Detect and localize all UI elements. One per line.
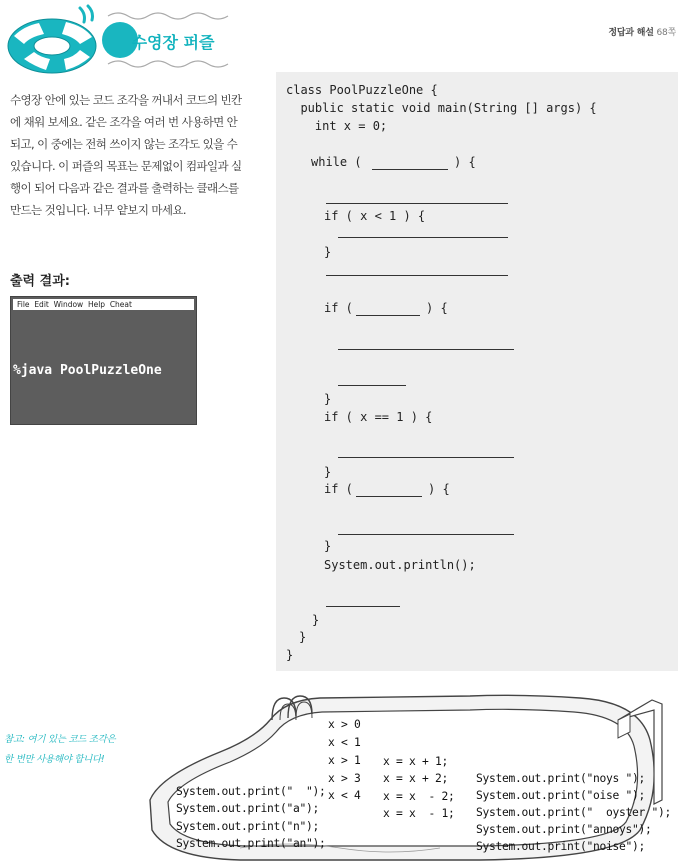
code-close-brace: } xyxy=(286,648,294,662)
blank-statement-6[interactable] xyxy=(338,457,514,458)
code-if-open: if ( xyxy=(324,482,353,496)
fragment-print[interactable]: System.out.print("a"); xyxy=(176,802,320,815)
code-if-x-lt-1: if ( x < 1 ) { xyxy=(324,209,426,223)
fragment-increment[interactable]: x = x - 1; xyxy=(383,807,455,820)
blank-statement-2[interactable] xyxy=(338,237,508,238)
fragment-increment[interactable]: x = x + 1; xyxy=(383,755,449,768)
code-if-open: if ( xyxy=(324,301,353,315)
answer-ref-page: 68쪽 xyxy=(653,28,676,38)
note-line: 참고: 여기 있는 코드 조각은 xyxy=(4,734,116,745)
fragment-increment[interactable]: x = x - 2; xyxy=(383,790,455,803)
fragment-increment[interactable]: x = x + 2; xyxy=(383,772,449,785)
fragment-condition[interactable]: x > 0 xyxy=(328,718,361,731)
blank-statement-1[interactable] xyxy=(326,203,508,204)
code-int-decl: int x = 0; xyxy=(286,119,388,133)
code-println: System.out.println(); xyxy=(324,558,476,572)
code-if-x-eq-1: if ( x == 1 ) { xyxy=(324,410,433,424)
fragment-print[interactable]: System.out.print("n"); xyxy=(176,820,320,833)
code-if-close: ) { xyxy=(428,482,450,496)
code-while-close: ) { xyxy=(454,155,476,169)
code-close-brace: } xyxy=(324,392,332,406)
code-class-decl: class PoolPuzzleOne { xyxy=(286,83,438,97)
blank-while-condition[interactable] xyxy=(372,169,448,170)
output-heading: 출력 결과: xyxy=(10,274,70,289)
fragment-condition[interactable]: x < 1 xyxy=(328,736,361,749)
code-while-open: while ( xyxy=(311,155,362,169)
code-close-brace: } xyxy=(324,245,332,259)
swim-ring-icon xyxy=(8,6,96,73)
fragment-print[interactable]: System.out.print("noys "); xyxy=(476,772,646,785)
fragment-print[interactable]: System.out.print("noise"); xyxy=(476,840,646,853)
fragment-print[interactable]: System.out.print("an"); xyxy=(176,837,326,850)
blank-statement-3[interactable] xyxy=(326,275,508,276)
blank-statement-5[interactable] xyxy=(338,385,406,386)
answer-reference xyxy=(608,25,676,38)
blank-if-condition-1[interactable] xyxy=(356,315,420,316)
blank-statement-7[interactable] xyxy=(338,534,514,535)
code-close-brace: } xyxy=(324,539,332,553)
fragment-print[interactable]: System.out.print("annoys"); xyxy=(476,823,652,836)
fragment-print[interactable]: System.out.print(" "); xyxy=(176,785,326,798)
fragment-condition[interactable]: x > 3 xyxy=(328,772,361,785)
blank-statement-8[interactable] xyxy=(326,606,400,607)
output-lines xyxy=(13,315,162,630)
note-line: 한 번만 사용해야 합니다! xyxy=(4,754,105,765)
fragment-condition[interactable]: x < 4 xyxy=(328,789,361,802)
output-line: annoys xyxy=(13,498,60,513)
code-main-decl: public static void main(String [] args) { xyxy=(286,101,597,115)
code-block xyxy=(276,72,678,671)
output-window xyxy=(10,296,197,581)
usage-note xyxy=(4,730,154,770)
code-close-brace: } xyxy=(299,630,307,644)
output-line: a noise xyxy=(13,430,68,446)
fragment-print[interactable]: System.out.print("oise "); xyxy=(476,789,646,802)
output-menubar: File Edit Window Help Cheat xyxy=(13,299,194,310)
fragment-condition[interactable]: x > 1 xyxy=(328,754,361,767)
code-if-close: ) { xyxy=(426,301,448,315)
output-line: %java PoolPuzzleOne xyxy=(13,363,162,378)
output-line: an oyster xyxy=(13,565,84,581)
code-close-brace: } xyxy=(324,465,332,479)
answer-ref-label: 정답과 해설 xyxy=(608,28,654,38)
blank-if-condition-2[interactable] xyxy=(356,496,422,497)
fragment-print[interactable]: System.out.print(" oyster "); xyxy=(476,806,672,819)
blank-statement-4[interactable] xyxy=(338,349,514,350)
section-title: 수영장 퍼즐 xyxy=(131,33,215,52)
code-close-brace: } xyxy=(312,613,320,627)
intro-paragraph: 수영장 안에 있는 코드 조각을 꺼내서 코드의 빈칸에 채워 보세요. 같은 조각을 여러 번 사용하면 안 되고, 이 중에는 전혀 쓰이지 않는 조각도 있을 수 있습니다. 이 퍼즐의 목표는 문제없이 컴파일과 실행이 되어 다음과 같은 결과를 출력하는 클래스를 만드는 것입니다. 너무 얕보지 마세요. xyxy=(10,93,242,217)
